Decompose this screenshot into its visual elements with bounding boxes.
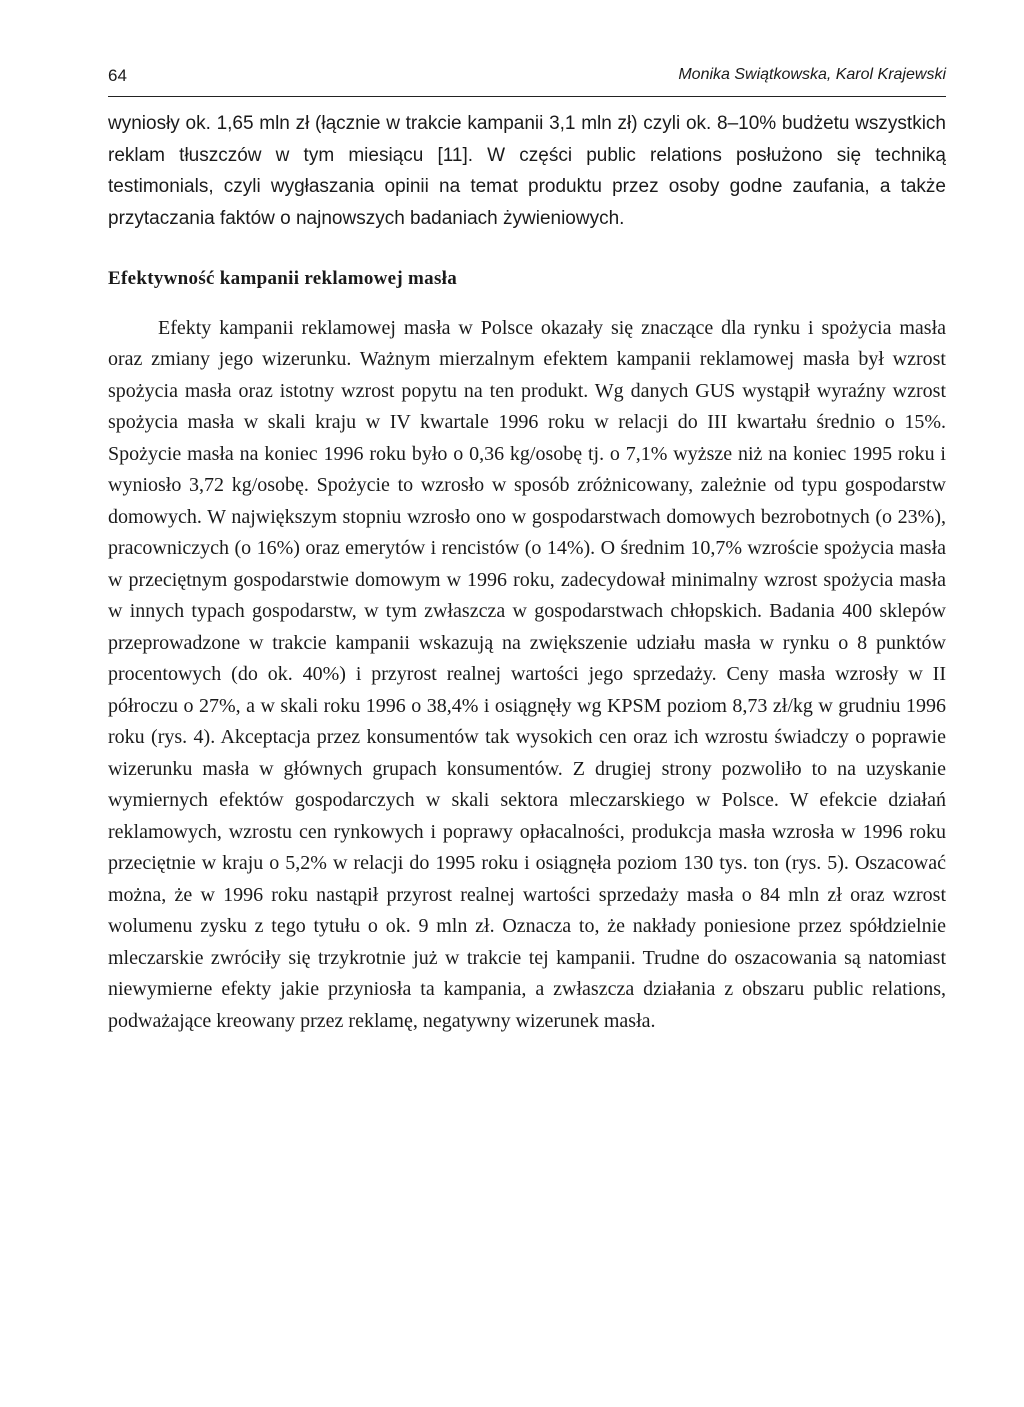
section-heading: Efektywność kampanii reklamowej masła xyxy=(108,268,458,289)
page-header xyxy=(108,66,946,97)
running-head: Monika Swiątkowska, Karol Krajewski xyxy=(678,66,946,83)
paragraph: Efekty kampanii reklamowej masła w Polsce okazały się znaczące dla rynku i spożycia masła oraz zmiany jego wizerunku. Ważnym mierzalnym efektem kampanii reklamowej masła był wzrost spożycia masła oraz istotny wzrost popytu na ten produkt. Wg danych GUS wystąpił wyraźny wzrost spożycia masła w skali kraju w IV kwartale 1996 roku w relacji do III kwartału średnio o 15%. Spożycie masła na koniec 1996 roku było o 0,36 kg/osobę tj. o 7,1% wyższe niż na koniec 1995 roku i wyniosło 3,72 kg/osobę. Spożycie to wzrosło w sposób zróżnicowany, zależnie od typu gospodarstw domowych. W największym stopniu wzrosło ono w gospodarstwach domowych bezrobotnych (o 23%), pracowniczych (o 16%) oraz emerytów i rencistów (o 14%). O średnim 10,7% wzroście spożycia masła w przeciętnym gospodarstwie domowym w 1996 roku, zadecydował minimalny wzrost spożycia masła w innych typach gospodarstw, w tym zwłaszcza w gospodarstwach chłopskich. Badania 400 sklepów przeprowadzone w trakcie kampanii wskazują na zwiększenie udziału masła w rynku o 8 punktów procentowych (do ok. 40%) i przyrost realnej wartości jego sprzedaży. Ceny masła wzrosły w II półroczu o 27%, a w skali roku 1996 o 38,4% i osiągnęły wg KPSM poziom 8,73 zł/kg w grudniu 1996 roku (rys. 4). Akceptacja przez konsumentów tak wysokich cen oraz ich wzrostu świadczy o poprawie wizerunku masła w głównych grupach konsumentów. Z drugiej strony pozwoliło to na uzyskanie wymiernych efektów gospodarczych w skali sektora mleczarskiego w Polsce. W efekcie działań reklamowych, wzrostu cen rynkowych i poprawy opłacalności, produkcja masła wzrosła w 1996 roku przeciętnie w kraju o 5,2% w relacji do 1995 roku i osiągnęła poziom 130 tys. ton (rys. 5). Oszacować można, że w 1996 roku nastąpił przyrost realnej wartości sprzedaży masła o 84 mln zł oraz wzrost wolumenu zysku z tego tytułu o ok. 9 mln zł. Oznacza to, że nakłady poniesione przez spółdzielnie mleczarskie zwróciły się trzykrotnie już w trakcie tej kampanii. Trudne do oszacowania są natomiast niewymierne efekty jakie przyniosła ta kampania, a zwłaszcza działania z obszaru public relations, podważające kreowany przez reklamę, negatywny wizerunek masła. xyxy=(108,316,946,1032)
body-text xyxy=(108,108,946,1037)
paragraph: wyniosły ok. 1,65 mln zł (łącznie w trakcie kampanii 3,1 mln zł) czyli ok. 8–10% budżetu wszystkich reklam tłuszczów w tym miesiącu [11]. W części public relations posłużono się techniką testimonials, czyli wygłaszania opinii na temat produktu przez osoby godne zaufania, a także przytaczania faktów o najnowszych badaniach żywieniowych. xyxy=(108,113,946,229)
page-number: 64 xyxy=(108,66,127,85)
